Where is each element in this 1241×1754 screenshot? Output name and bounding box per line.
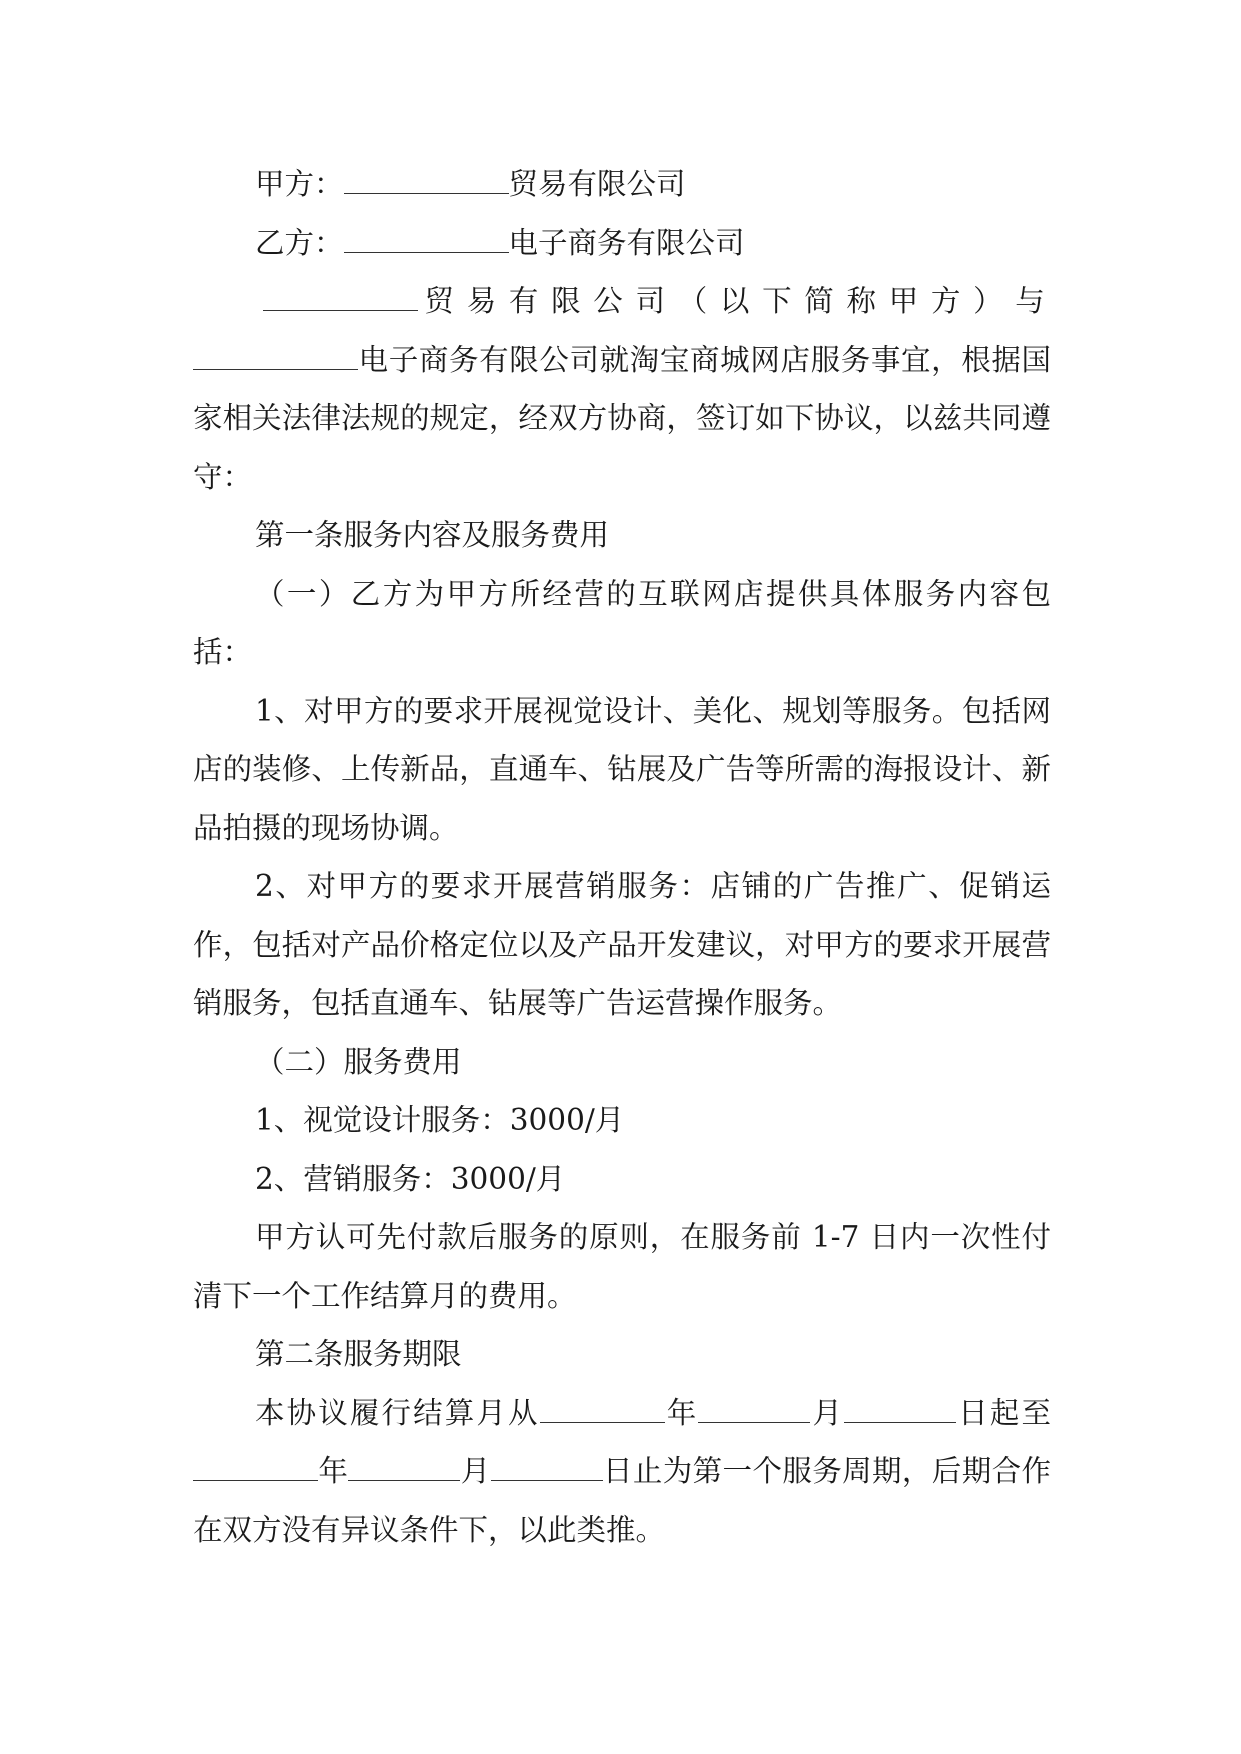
article1-section1-title: （一）乙方为甲方所经营的互联网店提供具体服务内容包括： [193, 576, 1051, 669]
party-a-blank [344, 166, 509, 194]
end-day-label: 日止为第一个服务周期，后期合作在双方没有异议条件下，以此类推。 [193, 1454, 1051, 1547]
fee-visual-design: 1、视觉设计服务：3000/月 [255, 1103, 625, 1137]
party-b-line [193, 214, 1051, 273]
intro-blank-2 [193, 342, 358, 370]
start-day-label: 日起至 [956, 1395, 1051, 1430]
intro-part2: 电子商务有限公司就淘宝商城网店服务事宜，根据国家相关法律法规的规定，经双方协商，签订如下协议，以兹共同遵守： [193, 342, 1051, 494]
intro-paragraph [193, 272, 1051, 506]
article1-item2: 2、对甲方的要求开展营销服务：店铺的广告推广、促销运作，包括对产品价格定位以及产品开发建议，对甲方的要求开展营销服务，包括直通车、钻展等广告运营操作服务。 [193, 869, 1051, 1020]
payment-terms: 甲方认可先付款后服务的原则，在服务前 1-7 日内一次性付清下一个工作结算月的费用。 [193, 1220, 1051, 1313]
start-year-blank [540, 1395, 665, 1423]
article2-title: 第二条服务期限 [255, 1337, 462, 1371]
party-a-suffix: 贸易有限公司 [508, 167, 686, 201]
article1-title: 第一条服务内容及服务费用 [255, 518, 610, 552]
article1-item1: 1、对甲方的要求开展视觉设计、美化、规划等服务。包括网店的装修、上传新品，直通车、钻展及广告等所需的海报设计、新品拍摄的现场协调。 [193, 693, 1051, 845]
party-a-label: 甲方： [255, 167, 344, 201]
party-b-label: 乙方： [255, 225, 344, 260]
fee-marketing: 2、营销服务：3000/月 [255, 1161, 566, 1196]
intro-part1: 贸易有限公司（以下简称甲方）与 [418, 284, 1051, 318]
service-period-paragraph [193, 1384, 1051, 1560]
party-b-suffix: 电子商务有限公司 [508, 225, 745, 260]
start-month-blank [698, 1395, 810, 1423]
end-year-label: 年 [318, 1454, 349, 1488]
intro-blank-1 [263, 283, 418, 311]
end-year-blank [193, 1453, 318, 1481]
end-month-blank [348, 1453, 460, 1481]
document-page [193, 155, 1051, 1559]
end-month-label: 月 [460, 1454, 491, 1488]
article1-section2-title: （二）服务费用 [255, 1044, 462, 1079]
period-start-text: 本协议履行结算月从 [255, 1395, 540, 1430]
end-day-blank [491, 1453, 603, 1481]
start-month-label: 月 [810, 1395, 845, 1430]
party-b-blank [344, 225, 509, 253]
start-day-blank [844, 1395, 956, 1423]
party-a-line [193, 155, 1051, 214]
start-year-label: 年 [664, 1395, 699, 1430]
